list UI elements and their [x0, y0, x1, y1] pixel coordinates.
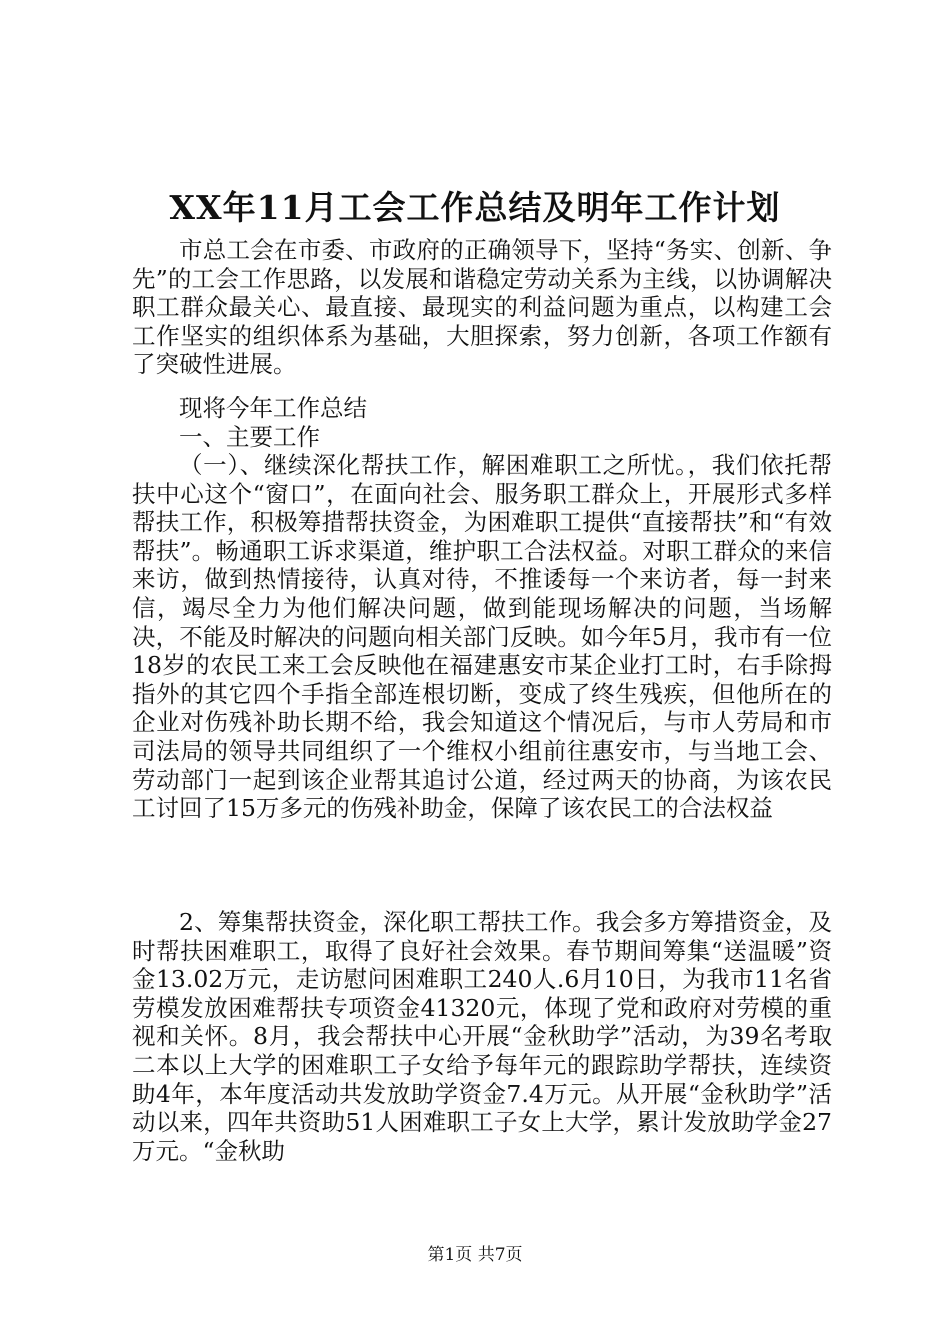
paragraph-summary-lead: 现将今年工作总结	[179, 394, 367, 422]
document-title: XX年11月工会工作总结及明年工作计划	[169, 188, 781, 227]
section-heading-main-work: 一、主要工作	[179, 423, 320, 451]
paragraph-item-2: 2、筹集帮扶资金，深化职工帮扶工作。我会多方筹措资金，及时帮扶困难职工，取得了良好社会效果。春节期间筹集“送温暖”资金13.02万元，走访慰问困难职工240人.6月10日，为我市11名省劳模发放困难帮扶专项资金41320元，体现了党和政府对劳模的重视和关怀。8月，我会帮扶中心开展“金秋助学”活动，为39名考取二本以上大学的困难职工子女给予每年元的跟踪助学帮扶，连续资助4年，本年度活动共发放助学资金7.4万元。从开展“金秋助学”活动以来，四年共资助51人困难职工子女上大学，累计发放助学金27万元。“金秋助	[132, 908, 832, 1165]
paragraph-intro: 市总工会在市委、市政府的正确领导下，坚持“务实、创新、争先”的工会工作思路，以发展和谐稳定劳动关系为主线，以协调解决职工群众最关心、最直接、最现实的利益问题为重点，以构建工会工作坚实的组织体系为基础，大胆探索，努力创新，各项工作额有了突破性进展。	[132, 236, 832, 379]
paragraph-item-1: （一）、继续深化帮扶工作，解困难职工之所忧。，我们依托帮扶中心这个“窗口”，在面向社会、服务职工群众上，开展形式多样帮扶工作，积极筹措帮扶资金，为困难职工提供“直接帮扶”和“有效帮扶”。畅通职工诉求渠道，维护职工合法权益。对职工群众的来信来访，做到热情接待，认真对待，不推诿每一个来访者，每一封来信，竭尽全力为他们解决问题，做到能现场解决的问题，当场解决，不能及时解决的问题向相关部门反映。如今年5月，我市有一位18岁的农民工来工会反映他在福建惠安市某企业打工时，右手除拇指外的其它四个手指全部连根切断，变成了终生残疾，但他所在的企业对伤残补助长期不给，我会知道这个情况后，与市人劳局和市司法局的领导共同组织了一个维权小组前往惠安市，与当地工会、劳动部门一起到该企业帮其追讨公道，经过两天的协商，为该农民工讨回了15万多元的伤残补助金，保障了该农民工的合法权益	[132, 451, 832, 823]
page-footer-indicator: 第1页 共7页	[427, 1245, 523, 1265]
